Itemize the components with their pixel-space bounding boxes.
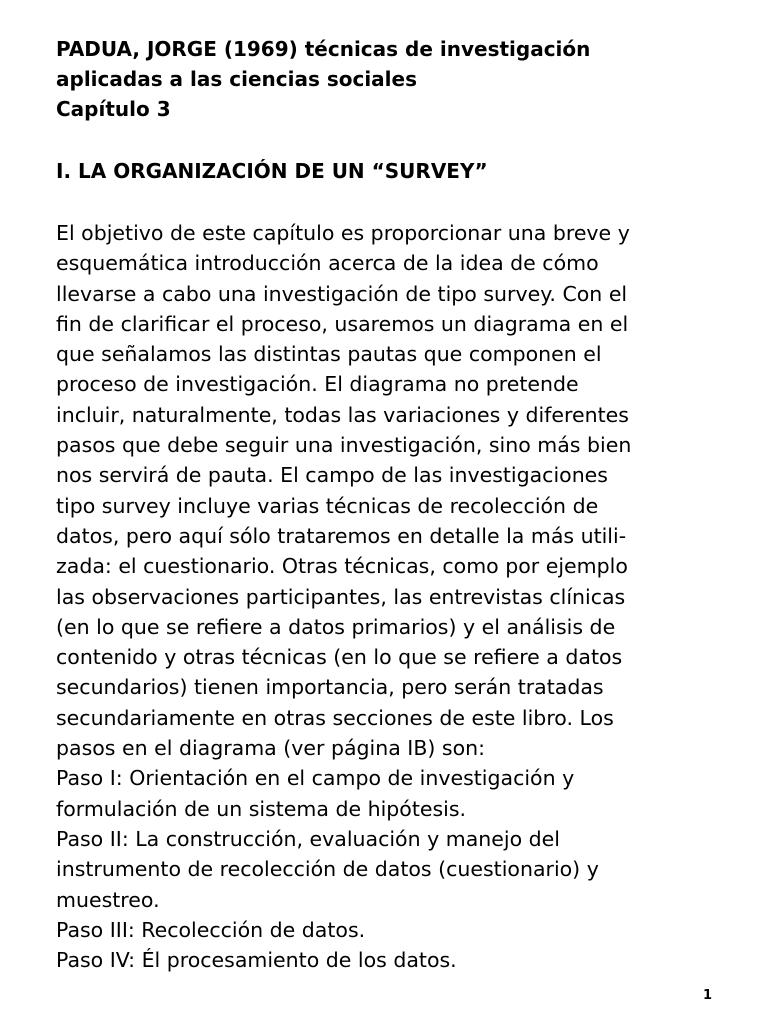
step-line: Paso I: Orientación en el campo de investigación y <box>56 766 575 791</box>
body-line: que señalamos las distintas pautas que componen el <box>56 342 602 367</box>
body-line: secundariamente en otras secciones de este libro. Los <box>56 705 614 730</box>
step-line: Paso IV: Él procesamiento de los datos. <box>56 948 457 973</box>
title-line: PADUA, JORGE (1969) técnicas de investigación <box>56 37 591 61</box>
chapter-label: Capítulo 3 <box>56 97 171 121</box>
body-line: pasos que debe seguir una investigación, sino más bien <box>56 433 632 458</box>
body-line: tipo survey incluye varias técnicas de recolección de <box>56 493 599 518</box>
step-line: Paso II: La construcción, evaluación y manejo del <box>56 826 560 851</box>
body-line: llevarse a cabo una investigación de tipo survey. Con el <box>56 281 628 306</box>
body-line: datos, pero aquí sólo trataremos en detalle la más utili- <box>56 523 627 548</box>
section-heading-block <box>56 156 716 186</box>
body-line: nos servirá de pauta. El campo de las investigaciones <box>56 463 608 488</box>
body-line: esquemática introducción acerca de la idea de cómo <box>56 251 599 276</box>
title-line: aplicadas a las ciencias sociales <box>56 67 417 91</box>
body-line: (en lo que se refiere a datos primarios) y el análisis de <box>56 614 616 639</box>
body-text <box>56 218 716 975</box>
document-title <box>56 34 716 124</box>
body-line: incluir, naturalmente, todas las variaciones y diferentes <box>56 402 629 427</box>
body-line: contenido y otras técnicas (en lo que se refiere a datos <box>56 645 623 670</box>
step-line: formulación de un sistema de hipótesis. <box>56 796 467 821</box>
body-line: El objetivo de este capítulo es proporcionar una breve y <box>56 221 630 245</box>
body-line: proceso de investigación. El diagrama no pretende <box>56 372 579 397</box>
step-line: instrumento de recolección de datos (cuestionario) y <box>56 857 599 882</box>
body-line: zada: el cuestionario. Otras técnicas, como por ejemplo <box>56 554 628 579</box>
body-line: las observaciones participantes, las entrevistas clínicas <box>56 584 626 609</box>
body-line: pasos en el diagrama (ver página IB) son: <box>56 736 486 761</box>
body-line: secundarios) tienen importancia, pero serán tratadas <box>56 675 604 700</box>
step-line: Paso III: Recolección de datos. <box>56 917 366 942</box>
page-number: 1 <box>702 988 712 1003</box>
section-heading: I. LA ORGANIZACIÓN DE UN “SURVEY” <box>56 159 488 183</box>
body-line: fin de clarificar el proceso, usaremos un diagrama en el <box>56 311 629 336</box>
step-line: muestreo. <box>56 887 160 912</box>
